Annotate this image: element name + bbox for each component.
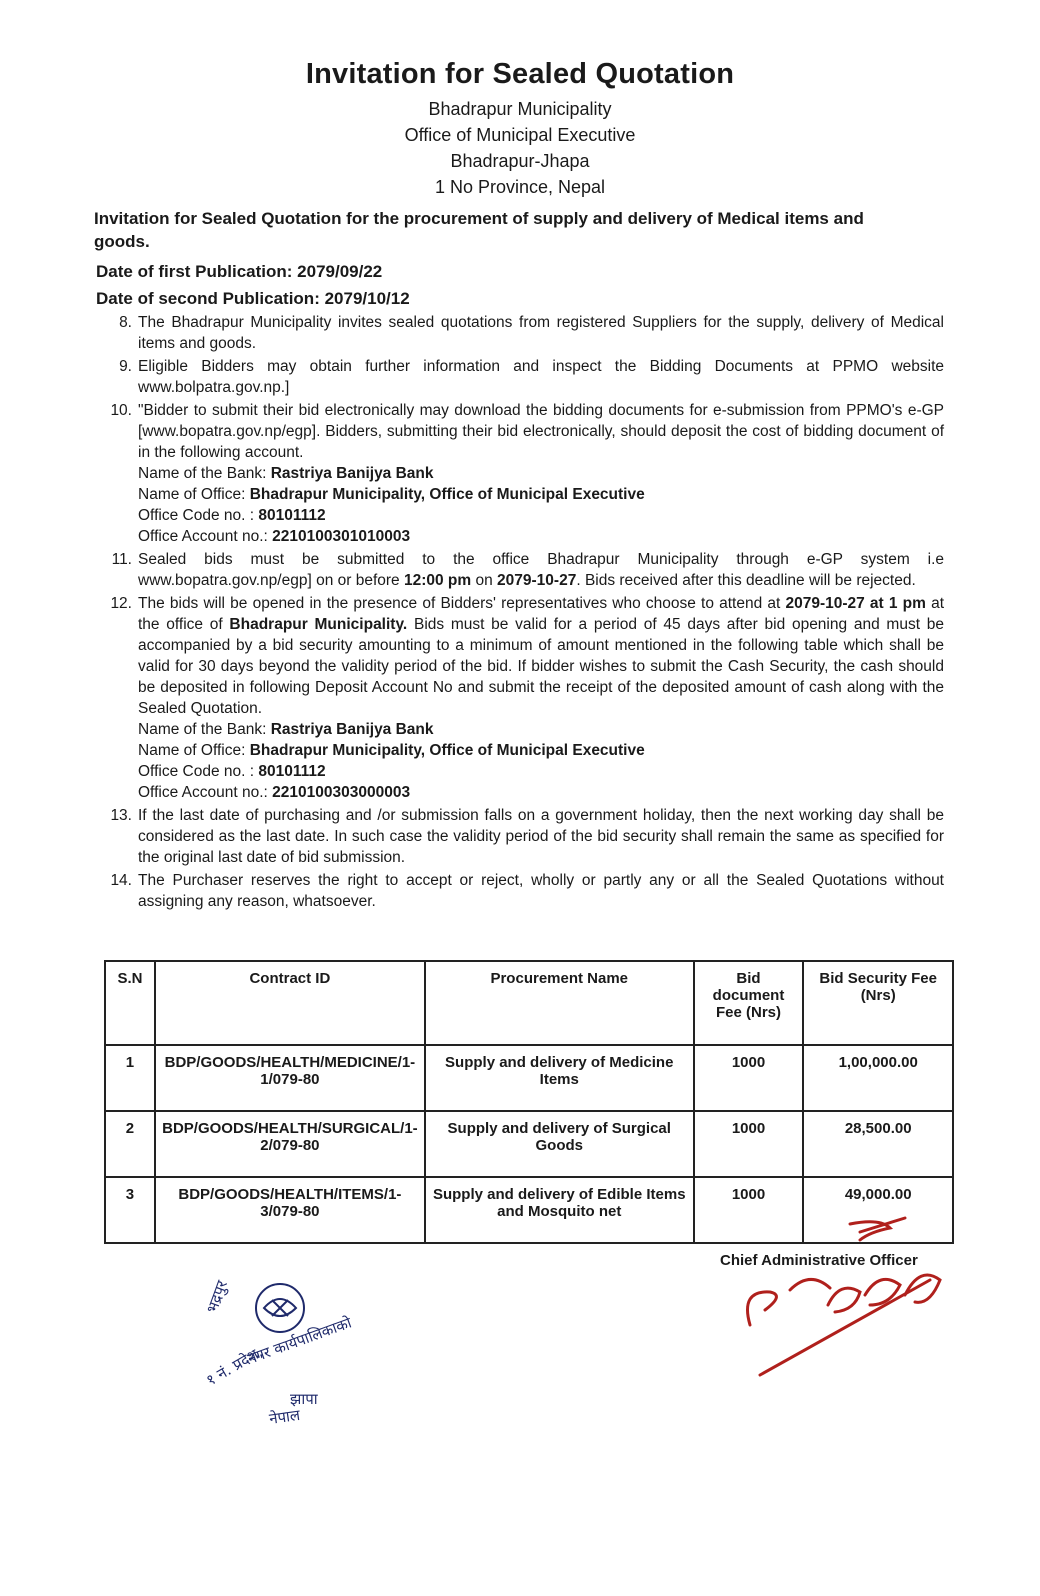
code-label: Office Code no. : [138,763,259,780]
clause-11 [94,549,944,591]
clause-number: 8. [119,314,132,331]
second-publication-date: Date of second Publication: 2079/10/12 [96,289,410,308]
first-publication-date: Date of first Publication: 2079/09/22 [96,262,383,281]
svg-text:नगर कार्यपालिकाको: नगर कार्यपालिकाको [245,1313,354,1368]
officer-signature [730,1210,970,1420]
office-name-line [138,484,944,505]
office-account-line [138,782,944,803]
bank-name-line [138,463,944,484]
office-account-line [138,526,944,547]
table-cell: Supply and delivery of Surgical Goods [425,1111,694,1177]
signatory-title: Chief Administrative Officer [720,1252,918,1269]
clause-text: "Bidder to submit their bid electronically may download the bidding documents for e-submission from PPMO's e-GP [www.bopatra.gov.np/egp]. Bidders, submitting their bid electronically, should deposit the cost of bidding document of in the following account. [138,402,944,461]
table-cell: 1000 [694,1111,804,1177]
bank-label: Name of the Bank: [138,721,271,738]
svg-text:भद्रपुर: भद्रपुर [202,1278,232,1316]
table-row [105,1045,953,1111]
clause-text: The Purchaser reserves the right to accept or reject, wholly or partly any or all the Sealed Quotations without assigning any reason, whatsoever. [138,872,944,910]
account-label: Office Account no.: [138,528,273,545]
office-code-line [138,761,944,782]
table-cell: 1000 [694,1177,804,1243]
account-value: 2210100303000003 [272,784,411,801]
code-label: Office Code no. : [138,507,259,524]
office-name: Office of Municipal Executive [404,125,636,145]
clause-text: The bids will be opened in the presence of Bidders' representatives who choose to attend at [138,595,786,612]
office-name-line [138,740,944,761]
clause-list [94,312,944,914]
province-country: 1 No Province, Nepal [434,177,606,197]
clause-text: The Bhadrapur Municipality invites sealed quotations from registered Suppliers for the supply, delivery of Medical items and goods. [138,314,944,352]
column-header: Bid document Fee (Nrs) [694,961,804,1045]
table-cell: BDP/GOODS/HEALTH/MEDICINE/1-1/079-80 [155,1045,425,1111]
column-header: Contract ID [155,961,425,1045]
table-cell: BDP/GOODS/HEALTH/SURGICAL/1-2/079-80 [155,1111,425,1177]
deadline-time: 12:00 pm [403,572,472,589]
table-cell: 3 [105,1177,155,1243]
table-cell: 1,00,000.00 [803,1045,953,1111]
svg-text:१ नं. प्रदेश,: १ नं. प्रदेश, [203,1342,266,1390]
account-label: Office Account no.: [138,784,273,801]
account-value: 2210100301010003 [272,528,411,545]
clause-number: 9. [119,358,132,375]
table-cell: BDP/GOODS/HEALTH/ITEMS/1-3/079-80 [155,1177,425,1243]
clause-text: Sealed bids must be submitted to the office Bhadrapur Municipality through e-GP system i.e www.bopatra.gov.np/egp] on or before [138,551,944,589]
clause-number: 11. [111,551,132,568]
bank-name-line [138,719,944,740]
table-cell: Supply and delivery of Edible Items and Mosquito net [425,1177,694,1243]
office-location: Bhadrapur-Jhapa [450,151,590,171]
clause-13 [94,805,944,868]
opening-office: Bhadrapur Municipality. [229,616,408,633]
municipality-seal [190,1268,370,1428]
table-cell: 1000 [694,1045,804,1111]
clause-number: 14. [110,872,132,889]
table-row [105,1111,953,1177]
code-value: 80101112 [258,507,326,524]
bank-value: Rastriya Banijya Bank [270,721,434,738]
office-value: Bhadrapur Municipality, Office of Municipal Executive [249,742,645,759]
column-header: Procurement Name [425,961,694,1045]
table-header-row [105,961,953,1045]
table-cell: 1 [105,1045,155,1111]
clause-12 [94,593,944,803]
clause-text: If the last date of purchasing and /or submission falls on a government holiday, then the next working day shall be considered as the last date. In such case the validity period of the bid security shall remain the same as specified for the original last date of bid submission. [138,807,944,866]
column-header: Bid Security Fee (Nrs) [803,961,953,1045]
column-header: S.N [105,961,155,1045]
office-label: Name of Office: [138,486,250,503]
clause-number: 13. [110,807,132,824]
clause-14 [94,870,944,912]
clause-text: . Bids received after this deadline will be rejected. [576,572,916,589]
opening-datetime: 2079-10-27 at 1 pm [785,595,926,612]
table-cell: 2 [105,1111,155,1177]
table-cell: Supply and delivery of Medicine Items [425,1045,694,1111]
intro-heading: Invitation for Sealed Quotation for the procurement of supply and delivery of Medical items and goods. [94,209,864,251]
clause-9 [94,356,944,398]
clause-text: at the office of [138,595,945,633]
svg-text:नेपाल: नेपाल [268,1405,302,1428]
clause-number: 12. [110,595,132,612]
clause-number: 10. [110,402,132,419]
office-label: Name of Office: [138,742,250,759]
municipality-name: Bhadrapur Municipality [428,99,612,119]
svg-text:झापा: झापा [290,1390,318,1408]
table-cell: 28,500.00 [803,1111,953,1177]
deadline-date: 2079-10-27 [497,572,577,589]
notice-title: Invitation for Sealed Quotation [305,58,735,90]
code-value: 80101112 [258,763,326,780]
office-code-line [138,505,944,526]
bid-table [104,960,954,1244]
clause-text: Eligible Bidders may obtain further information and inspect the Bidding Documents at PPMO website www.bolpatra.gov.np.] [138,358,944,396]
bank-label: Name of the Bank: [138,465,271,482]
table-cell: 49,000.00 [803,1177,953,1243]
clause-text: Bids must be valid for a period of 45 days after bid opening and must be accompanied by a bid security amounting to a minimum of amount mentioned in the following table which shall be valid for 30 days beyond the validity period of the bid. If bidder wishes to submit the Cash Security, the cash should be deposited in following Deposit Account No and submit the receipt of the deposited amount of cash along with the Sealed Quotation. [138,616,944,717]
clause-8 [94,312,944,354]
office-value: Bhadrapur Municipality, Office of Municipal Executive [249,486,645,503]
clause-text: on [471,572,498,589]
clause-10 [94,400,944,547]
bank-value: Rastriya Banijya Bank [270,465,434,482]
